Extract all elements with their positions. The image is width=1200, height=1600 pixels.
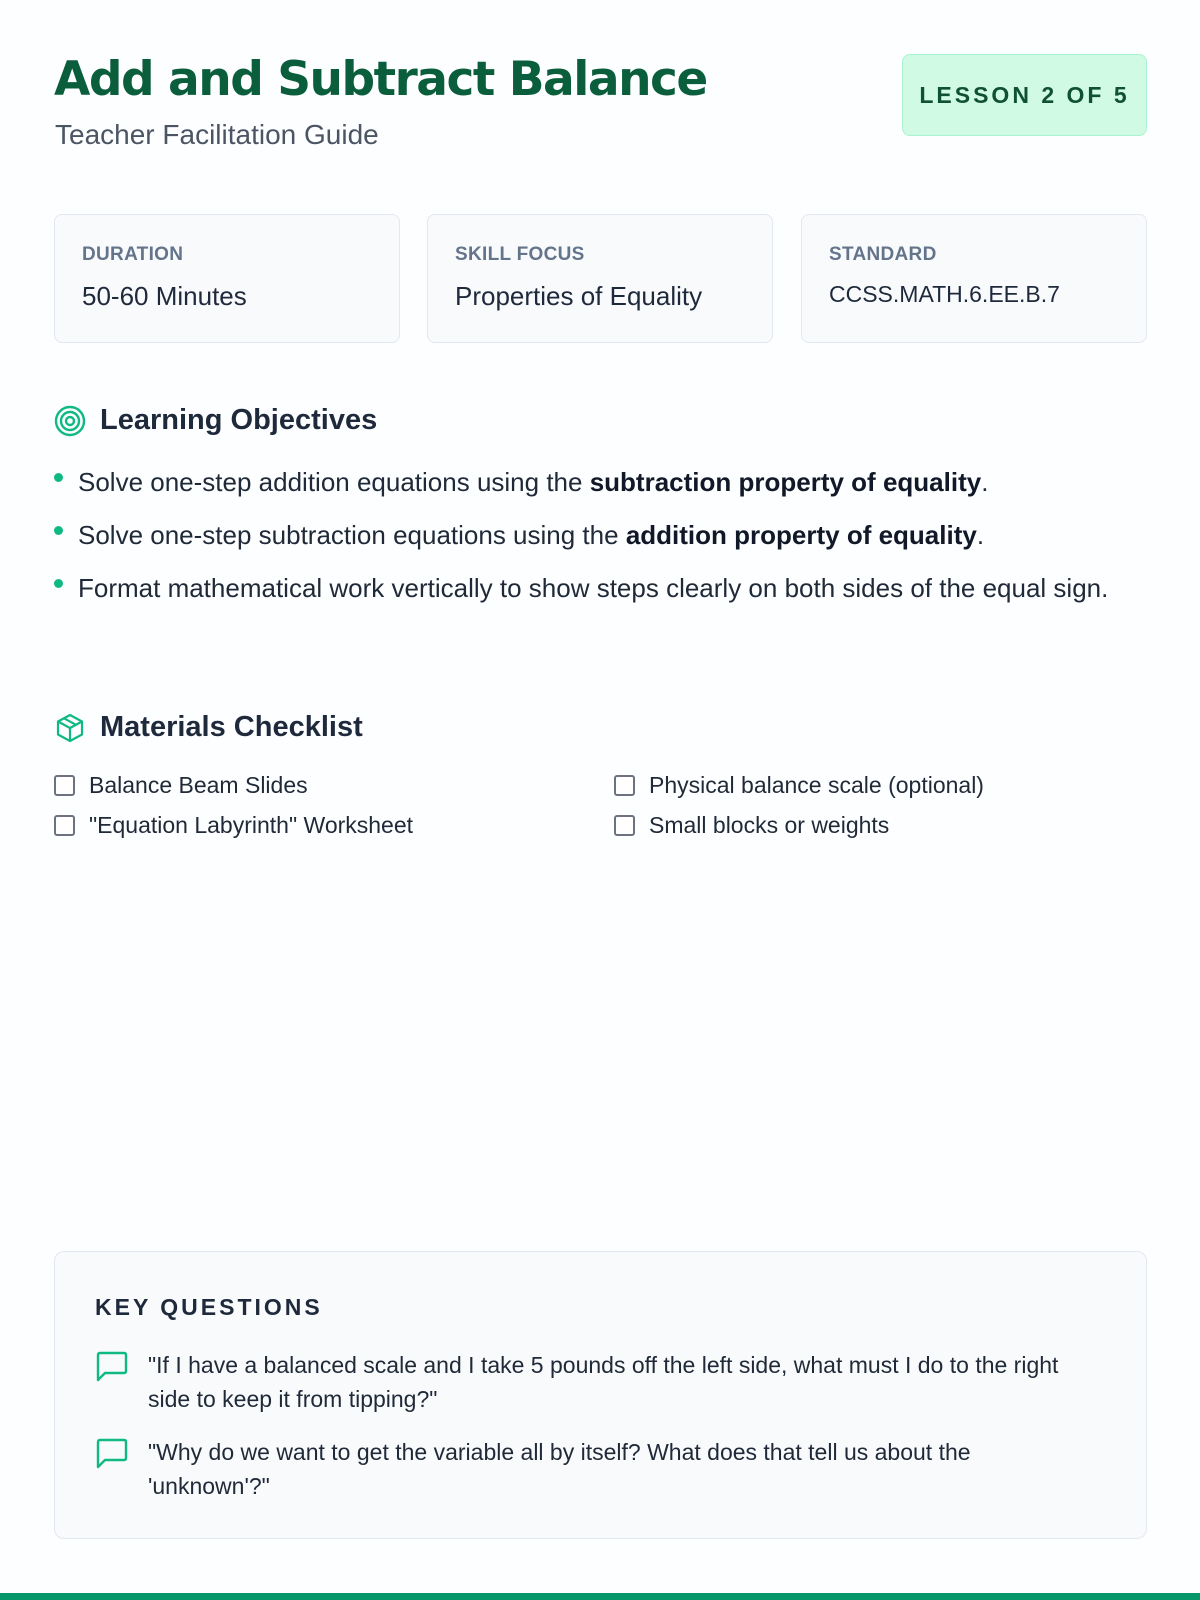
material-label: "Equation Labyrinth" Worksheet [89,812,414,838]
material-label: Small blocks or weights [649,812,890,838]
checkbox[interactable] [614,775,635,796]
key-questions-card [54,1251,1147,1539]
package-icon [54,712,86,744]
target-icon [54,405,86,437]
duration-label: DURATION [82,244,184,265]
material-item-blocks[interactable] [614,812,889,839]
message-square-icon [95,1437,129,1471]
bullet-dot [54,526,63,535]
checkbox[interactable] [54,815,75,836]
material-item-scale[interactable] [614,772,984,799]
skill-focus-card [427,214,773,343]
objective-item: Format mathematical work vertically to show steps clearly on both sides of the equal sign. [54,568,1154,608]
material-item-slides[interactable] [54,772,308,799]
standard-label: STANDARD [829,244,937,265]
objectives-header [54,404,377,437]
material-label: Balance Beam Slides [89,772,308,798]
message-square-icon [95,1350,129,1384]
objectives-list [54,462,1154,621]
skill-focus-value: Properties of Equality [455,281,703,311]
key-question-item [95,1435,1095,1503]
bullet-dot [54,473,63,482]
checkbox[interactable] [614,815,635,836]
page-subtitle: Teacher Facilitation Guide [55,119,379,150]
key-question-text: "If I have a balanced scale and I take 5 pounds off the left side, what must I do to the right side to keep it from tipping?" [148,1352,1059,1412]
key-questions-title: KEY QUESTIONS [95,1294,323,1320]
objective-item: Solve one-step addition equations using the subtraction property of equality. [54,462,1154,502]
standard-card [801,214,1147,343]
materials-title: Materials Checklist [100,711,363,743]
objective-item: Solve one-step subtraction equations using the addition property of equality. [54,515,1154,555]
materials-header [54,711,363,744]
bullet-dot [54,579,63,588]
duration-value: 50-60 Minutes [82,281,247,311]
checkbox[interactable] [54,775,75,796]
objectives-title: Learning Objectives [100,404,378,436]
key-question-item [95,1348,1095,1416]
material-label: Physical balance scale (optional) [649,772,984,798]
key-question-text: "Why do we want to get the variable all by itself? What does that tell us about the 'unknown'?" [148,1439,971,1499]
duration-card [54,214,400,343]
lesson-badge: LESSON 2 OF 5 [902,54,1147,136]
bottom-accent-bar [0,1593,1200,1600]
page-title: Add and Subtract Balance [54,52,707,107]
standard-value: CCSS.MATH.6.EE.B.7 [829,281,1060,307]
material-item-worksheet[interactable] [54,812,413,839]
skill-focus-label: SKILL FOCUS [455,244,585,265]
